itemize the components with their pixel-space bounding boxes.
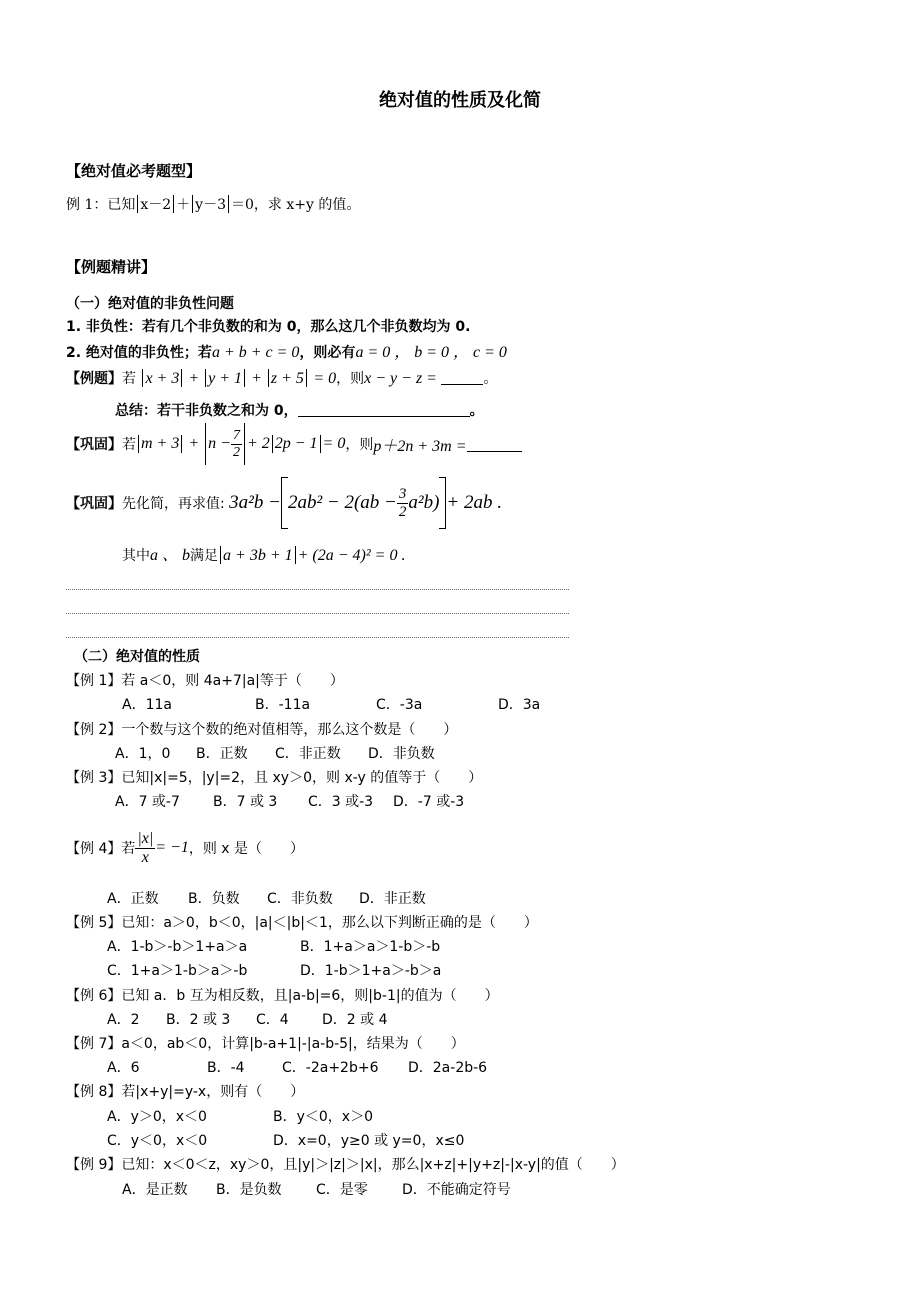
consolidation-2-expr-b: 2ab² − 2(ab − [287,492,397,513]
option-d: D．3a [498,697,541,713]
abs-bar [205,369,206,387]
rule-2 [66,339,507,362]
option-b: B．y＜0，x＞0 [273,1109,373,1125]
rule-2-result: a = 0 ， b = 0 ， c = 0 [355,344,507,361]
abs-bar [295,546,296,564]
abs-bar [181,435,182,453]
consolidation-1-c: + 2 [246,435,270,452]
summary-blank [298,416,470,417]
abs-bar [306,369,307,387]
consolidation-1-b-left: n − [208,435,231,452]
abs-bar [137,195,138,213]
option-c: C．是零 [316,1182,368,1198]
question-4 [66,822,304,874]
abs-bar [220,546,221,564]
abs-bar [173,195,174,213]
consolidation-1-prefix: 若 [122,437,136,453]
question-7: 【例 7】a＜0，ab＜0，计算|b-a+1|-|a-b-5|，结果为（ ） [66,1036,465,1052]
condition-expr: a + 3b + 1 [223,547,293,564]
option-c: C．-2a+2b+6 [282,1060,379,1076]
example-1 [66,194,360,214]
option-a: A．正数 [107,891,159,907]
condition-text-c: 满足 [190,548,219,564]
option-d: D．非负数 [368,746,435,762]
option-b: B．-4 [207,1060,245,1076]
rule-2-expr: a + b + c = 0 [211,344,300,361]
option-c: C．y＜0，x＜0 [107,1133,208,1149]
consolidation-2 [66,476,502,530]
question-2: 【例 2】一个数与这个数的绝对值相等，那么这个数是（ ） [66,722,458,738]
question-5: 【例 5】已知：a＞0，b＜0，|a|＜|b|＜1，那么以下判断正确的是（ ） [66,915,538,931]
fraction-numerator: |x| [137,829,154,847]
question-1: 【例 1】若 a＜0，则 4a+7|a|等于（ ） [66,673,344,689]
section-heading-must: 【绝对值必考题型】 [66,162,202,180]
option-a: A．7 或-7 [115,794,180,810]
part1-heading: （一）绝对值的非负性问题 [66,296,234,312]
summary-text: 总结：若干非负数之和为 0， [115,403,298,419]
example-1-text-a: 已知 [107,197,136,213]
option-a: A．2 [107,1012,140,1028]
example-expr-2: y + 1 [208,370,243,387]
consolidation-1-tail: = 0 [322,435,346,452]
consolidation-1: 【巩固】 若 m + 3 + n − $\frac{7}{2}$ + 2 2p − 1 = 0 ，则 p＋2n + 3m = [66,422,522,466]
fraction-numerator: 7 [232,428,240,444]
condition-text-a: 其中 [122,548,150,564]
part2-heading: （二）绝对值的性质 [74,649,200,665]
example-ask: x − y − z = [364,370,437,387]
example-end: 。 [483,371,498,387]
condition-tail: + (2a − 4)² = 0 . [297,547,406,564]
answer-blank [467,451,522,452]
question-6: 【例 6】已知 a．b 互为相反数，且|a-b|=6，则|b-1|的值为（ ） [66,988,499,1004]
consolidation-1-mid: ，则 [345,437,374,453]
example-expr-3: z + 5 [270,370,304,387]
option-c: C．非负数 [267,891,333,907]
answer-line [66,589,569,590]
option-d: D．x=0，y≥0 或 y=0，x≤0 [273,1133,465,1149]
abs-bar [244,423,245,465]
rule-1: 1. 非负性：若有几个非负数的和为 0，那么这几个非负数均为 0. [66,319,471,335]
abs-bar [142,369,143,387]
consolidation-1-d: 2p − 1 [274,435,318,452]
question-4-suffix: ，则 x 是（ ） [188,841,305,857]
question-3: 【例 3】已知|x|=5，|y|=2，且 xy＞0，则 x-y 的值等于（ ） [66,770,483,786]
example-expr-tail: = 0 [313,370,337,387]
consolidation-1-tag: 【巩固】 [66,437,122,453]
example-mid: ，则 [336,371,365,387]
example-tag: 【例题】 [66,371,122,387]
example-1-label: 例 1： [66,197,108,213]
option-c: C．-3a [376,697,423,713]
option-c: C．非正数 [275,746,341,762]
abs-bar [320,435,321,453]
example-prefix: 若 [122,371,136,387]
section-heading-explain: 【例题精讲】 [66,258,157,276]
option-b: B．2 或 3 [166,1012,231,1028]
abs-bar [268,369,269,387]
consolidation-2-tag: 【巩固】 [66,496,122,512]
fraction-denominator: 2 [398,503,407,520]
example-1-text-b: x－2 [140,197,172,213]
option-c: C．1+a＞1-b＞a＞-b [107,963,248,979]
option-d: D．1-b＞1+a＞-b＞a [300,963,442,979]
consolidation-1-a: m + 3 [141,435,180,452]
abs-bar [244,369,245,387]
question-4-mid: = −1 [155,839,189,856]
fraction-abs-x-over-x [135,830,155,866]
example-1-text-c: ＋ [176,197,191,213]
example-1-text-d: y－3 [195,197,226,213]
rule-2-mid: ，则必有 [299,345,356,361]
option-d: D．-7 或-3 [393,794,465,810]
consolidation-2-expr-d: + 2ab . [446,492,502,513]
fraction-denominator: x [141,848,149,866]
fraction-denominator: 2 [232,444,240,460]
consolidation-2-expr-c: a²b) [408,492,440,513]
option-b: B．正数 [196,746,248,762]
answer-line [66,613,569,614]
rule-2-prefix: 2. 绝对值的非负性；若 [66,345,212,361]
abs-bar [272,435,273,453]
consolidation-2-expr-a: 3a²b − [229,492,281,513]
option-d: D．非正数 [359,891,426,907]
option-d: D．2a-2b-6 [408,1060,488,1076]
example-1-text-e: ＝0，求 x+y 的值。 [231,197,361,213]
option-d: D．不能确定符号 [402,1182,511,1198]
example-problem: 【例题】若 x + 3 + y + 1 + z + 5 = 0，则x − y − z = 。 [66,370,498,387]
consolidation-1-ask: p＋2n + 3m = [373,437,467,455]
option-b: B．1+a＞a＞1-b＞-b [300,939,441,955]
condition-vars: a 、 b [150,547,191,564]
option-a: A．是正数 [122,1182,188,1198]
abs-bar [228,195,229,213]
consolidation-2-condition [122,542,405,565]
option-a: A．6 [107,1060,140,1076]
answer-line [66,637,569,638]
option-d: D．2 或 4 [322,1012,388,1028]
abs-bar [205,423,206,465]
summary-end: 。 [469,403,484,419]
option-c: C．3 或-3 [308,794,374,810]
fraction-three-halves [397,486,409,520]
consolidation-2-text: 先化简，再求值: [122,496,225,512]
page-title: 绝对值的性质及化简 [379,90,541,111]
abs-bar [181,369,182,387]
option-a: A．1，0 [115,746,171,762]
abs-bar [138,435,139,453]
option-a: A．1-b＞-b＞1+a＞a [107,939,248,955]
right-bracket [439,477,446,529]
answer-blank [441,384,483,385]
option-b: B．-11a [255,697,311,713]
left-bracket [281,477,288,529]
option-c: C．4 [256,1012,289,1028]
option-b: B．7 或 3 [213,794,278,810]
fraction-numerator: 3 [398,486,407,502]
question-9: 【例 9】已知：x＜0＜z，xy＞0，且|y|＞|z|＞|x|，那么|x+z|+|y+z|-|x-y|的值（ ） [66,1157,625,1173]
option-a: A．y＞0，x＜0 [107,1109,207,1125]
fraction-seven-halves [231,428,242,460]
question-4-prefix: 【例 4】若 [66,841,136,857]
abs-bar [192,195,193,213]
question-8: 【例 8】若|x+y|=y-x，则有（ ） [66,1084,305,1100]
option-a: A．11a [122,697,172,713]
option-b: B．是负数 [216,1182,282,1198]
example-expr-1: x + 3 [145,370,180,387]
summary [115,400,484,420]
option-b: B．负数 [188,891,240,907]
